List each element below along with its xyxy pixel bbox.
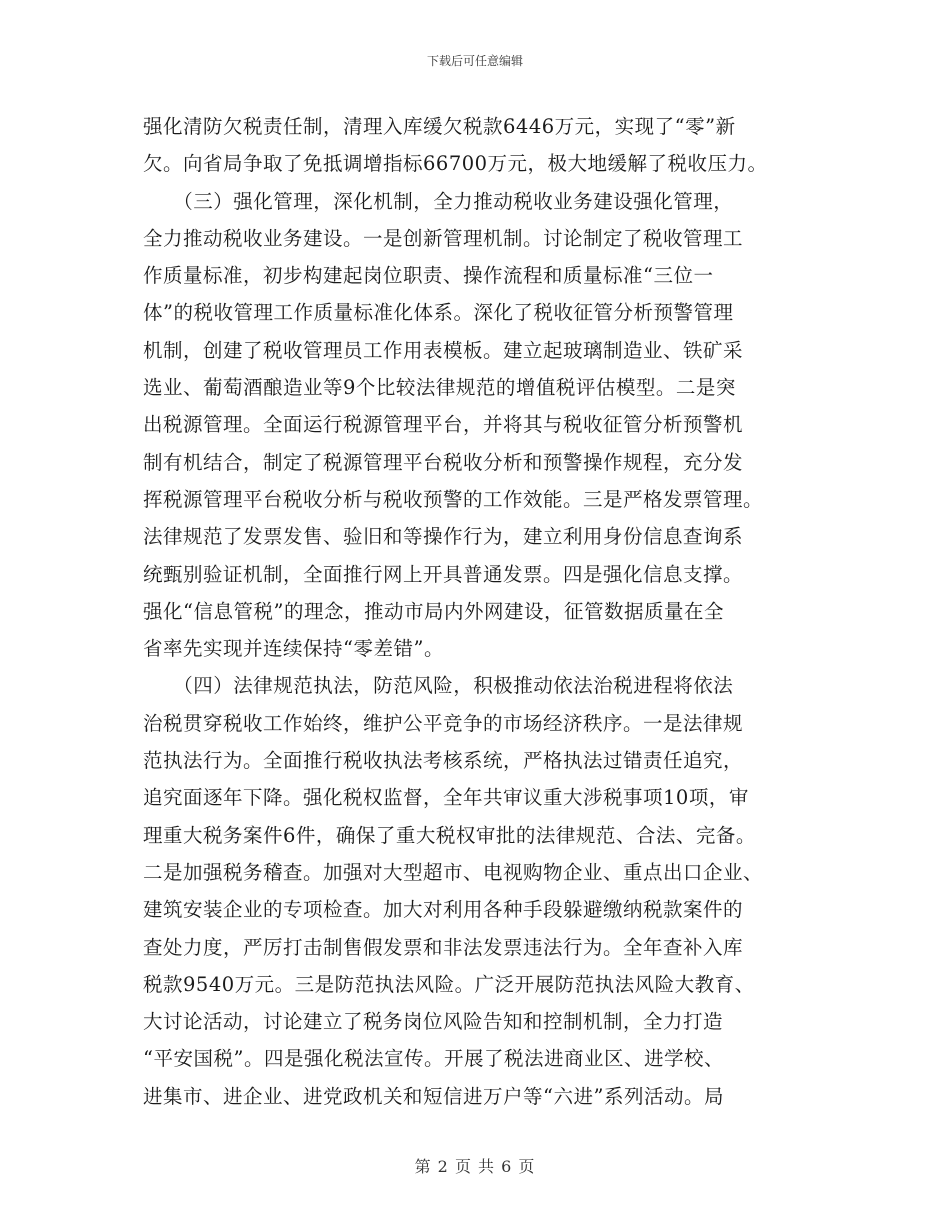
- body-line: 追究面逐年下降。强化税权监督，全年共审议重大涉税事项10项，审: [143, 786, 749, 810]
- body-line: 挥税源管理平台税收分析与税收预警的工作效能。三是严格发票管理。: [143, 487, 764, 511]
- body-line: 欠。向省局争取了免抵调增指标66700万元，极大地缓解了税收压力。: [143, 152, 768, 176]
- document-body: [143, 108, 808, 1115]
- body-line: 出税源管理。全面运行税源管理平台，并将其与税收征管分析预警机: [143, 413, 744, 437]
- body-line: 强化“信息管税”的理念，推动市局内外网建设，征管数据质量在全: [143, 599, 724, 623]
- body-line: 作质量标准，初步构建起岗位职责、操作流程和质量标准“三位一: [143, 264, 714, 288]
- body-line: 全力推动税收业务建设。一是创新管理机制。讨论制定了税收管理工: [143, 226, 744, 250]
- body-line: 税款9540万元。三是防范执法风险。广泛开展防范执法风险大教育、: [143, 972, 755, 996]
- body-line: 选业、葡萄酒酿造业等9个比较法律规范的增值税评估模型。二是突: [143, 376, 736, 400]
- body-line: 查处力度，严厉打击制售假发票和非法发票违法行为。全年查补入库: [143, 935, 744, 959]
- body-line: （三）强化管理，深化机制，全力推动税收业务建设强化管理，: [143, 189, 734, 213]
- body-line: 省率先实现并连续保持“零差错”。: [143, 637, 444, 661]
- body-line: 统甄别验证机制，全面推行网上开具普通发票。四是强化信息支撑。: [143, 562, 744, 586]
- body-line: 理重大税务案件6件，确保了重大税权审批的法律规范、合法、完备。: [143, 823, 756, 847]
- body-line: “平安国税”。四是强化税法宣传。开展了税法进商业区、进学校、: [143, 1047, 724, 1071]
- page-header-note: 下载后可任意编辑: [426, 54, 523, 68]
- body-line: 体”的税收管理工作质量标准化体系。深化了税收征管分析预警管理: [143, 301, 734, 325]
- body-line: 二是加强税务稽查。加强对大型超市、电视购物企业、重点出口企业、: [143, 860, 764, 884]
- body-line: 大讨论活动，讨论建立了税务岗位风险告知和控制机制，全力打造: [143, 1010, 724, 1034]
- body-line: （四）法律规范执法，防范风险，积极推动依法治税进程将依法: [143, 674, 734, 698]
- body-line: 制有机结合，制定了税源管理平台税收分析和预警操作规程，充分发: [143, 450, 744, 474]
- body-line: 进集市、进企业、进党政机关和短信进万户等“六进”系列活动。局: [143, 1084, 724, 1108]
- body-line: 强化清防欠税责任制，清理入库缓欠税款6446万元，实现了“零”新: [143, 115, 736, 138]
- body-line: 法律规范了发票发售、验旧和等操作行为，建立利用身份信息查询系: [143, 525, 744, 549]
- body-line: 治税贯穿税收工作始终，维护公平竞争的市场经济秩序。一是法律规: [143, 711, 744, 735]
- page-number: 第 2 页 共 6 页: [414, 1157, 536, 1176]
- body-line: 建筑安装企业的专项检查。加大对利用各种手段躲避缴纳税款案件的: [143, 898, 744, 922]
- body-line: 范执法行为。全面推行税收执法考核系统，严格执法过错责任追究，: [143, 749, 744, 773]
- body-line: 机制，创建了税收管理员工作用表模板。建立起玻璃制造业、铁矿采: [143, 338, 744, 362]
